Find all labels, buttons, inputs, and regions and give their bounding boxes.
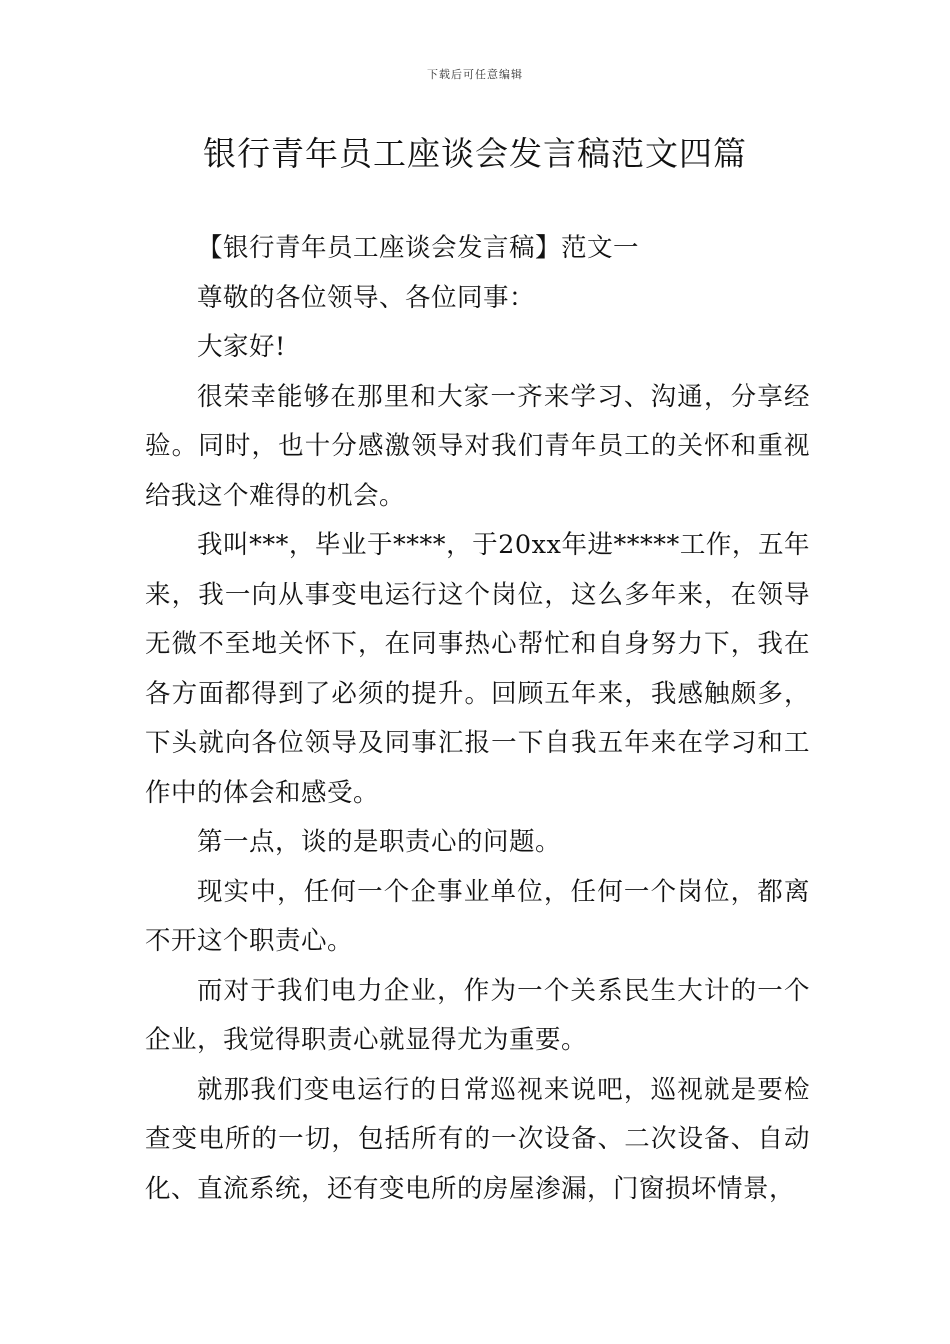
paragraph: 我叫***，毕业于****，于20xx年进*****工作，五年来，我一向从事变电运行这个岗位，这么多年来，在领导无微不至地关怀下，在同事热心帮忙和自身努力下，我在各方面都得到了必须的提升。回顾五年来，我感触颇多，下头就向各位领导及同事汇报一下自我五年来在学习和工作中的体会和感受。 bbox=[145, 530, 810, 808]
salutation: 尊敬的各位领导、各位同事： bbox=[197, 282, 536, 313]
document-title: 银行青年员工座谈会发言稿范文四篇 bbox=[203, 134, 747, 173]
paragraph: 而对于我们电力企业，作为一个关系民生大计的一个企业，我觉得职责心就显得尤为重要。 bbox=[145, 975, 810, 1055]
document-body bbox=[145, 224, 810, 1214]
paragraph: 现实中，任何一个企事业单位，任何一个岗位，都离不开这个职责心。 bbox=[145, 876, 810, 956]
paragraph: 就那我们变电运行的日常巡视来说吧，巡视就是要检查变电所的一切，包括所有的一次设备、二次设备、自动化、直流系统，还有变电所的房屋渗漏，门窗损坏情景， bbox=[145, 1074, 810, 1204]
greeting: 大家好! bbox=[197, 332, 286, 362]
header-note: 下载后可任意编辑 bbox=[427, 68, 523, 81]
paragraph: 很荣幸能够在那里和大家一齐来学习、沟通，分享经验。同时，也十分感激领导对我们青年员工的关怀和重视给我这个难得的机会。 bbox=[145, 381, 810, 511]
section-heading: 【银行青年员工座谈会发言稿】范文一 bbox=[197, 233, 640, 263]
paragraph: 第一点，谈的是职责心的问题。 bbox=[197, 827, 562, 857]
